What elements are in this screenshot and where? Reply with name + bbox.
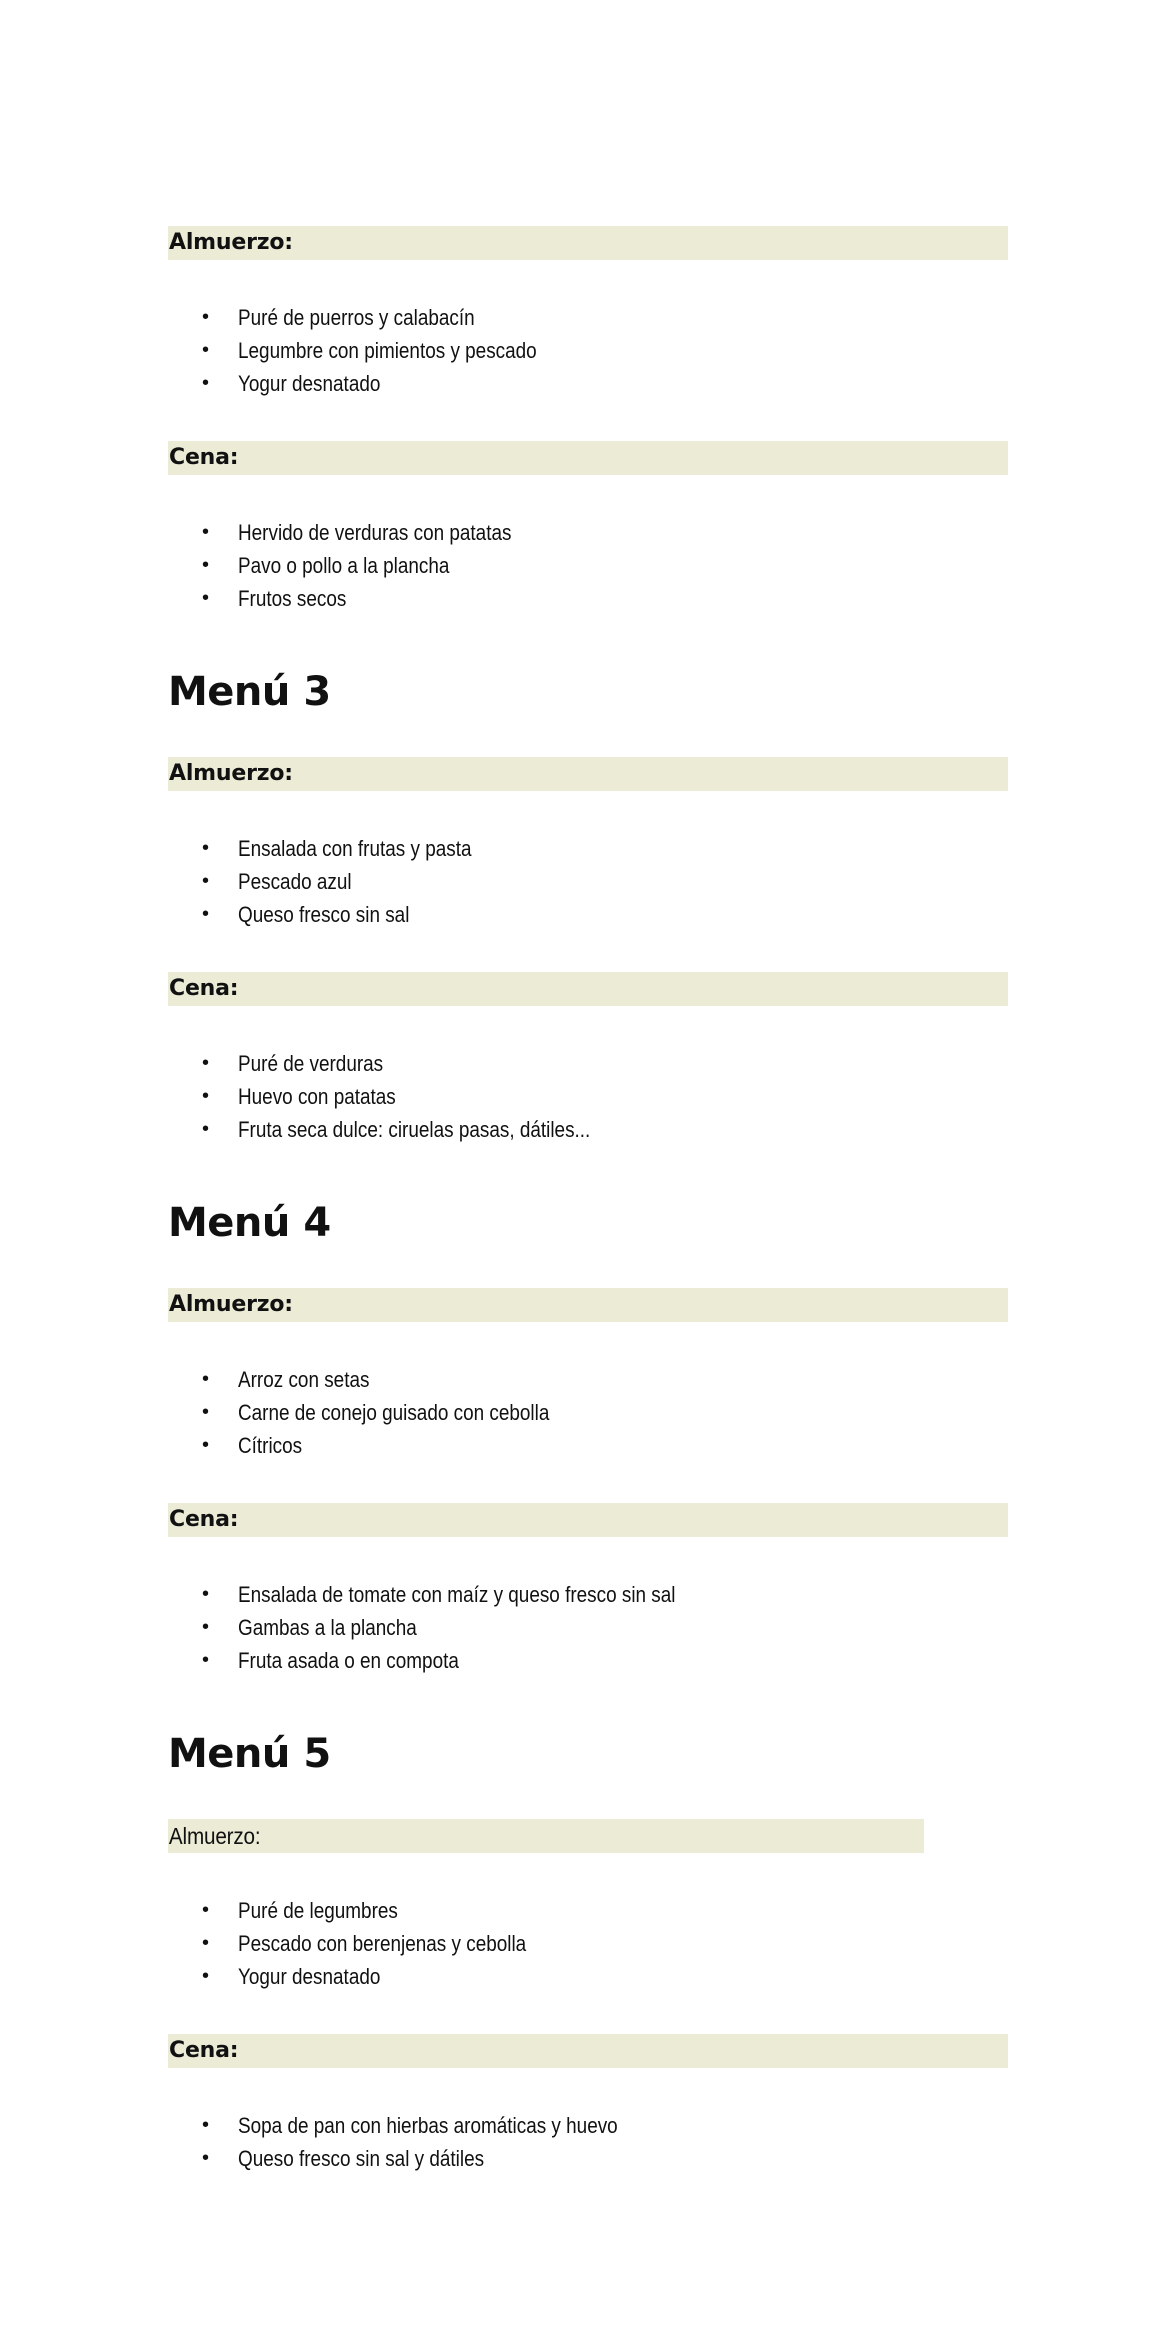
bullet: • [202, 2114, 210, 2136]
bullet: • [202, 1965, 210, 1987]
bullet: • [202, 1085, 210, 1107]
list-item: • Gambas a la plancha [168, 1611, 1008, 1644]
list-item: • Fruta seca dulce: ciruelas pasas, dátiles... [168, 1113, 1008, 1146]
bullet: • [202, 306, 210, 328]
meal-list [168, 260, 1008, 441]
meal-heading-almuerzo: Almuerzo: [168, 757, 1008, 791]
list-item: • Hervido de verduras con patatas [168, 516, 1008, 549]
bullet: • [202, 1118, 210, 1140]
meal-heading-cena: Cena: [168, 972, 1008, 1006]
meal-heading-almuerzo: Almuerzo: [168, 1288, 1008, 1322]
bullet: • [202, 1052, 210, 1074]
list-item: • Puré de puerros y calabacín [168, 301, 1008, 334]
menu-title-3: Menú 3 [168, 669, 331, 715]
bullet: • [202, 521, 210, 543]
bullet: • [202, 870, 210, 892]
list-item: • Queso fresco sin sal [168, 898, 1008, 931]
list-item: • Cítricos [168, 1429, 1008, 1462]
meal-list [168, 1006, 1008, 1187]
meal-list [168, 475, 1008, 656]
meal-heading-cena: Cena: [168, 1503, 1008, 1537]
list-item: • Pavo o pollo a la plancha [168, 549, 1008, 582]
meal-heading-almuerzo: Almuerzo: [168, 1819, 924, 1853]
list-item: • Puré de verduras [168, 1047, 1008, 1080]
menu-title-4: Menú 4 [168, 1200, 331, 1246]
list-item: • Pescado con berenjenas y cebolla [168, 1927, 1008, 1960]
list-item: • Ensalada de tomate con maíz y queso fresco sin sal [168, 1578, 1008, 1611]
meal-list [168, 2068, 1008, 2175]
bullet: • [202, 903, 210, 925]
list-item: • Frutos secos [168, 582, 1008, 615]
bullet: • [202, 1368, 210, 1390]
meal-list [168, 1537, 1008, 1718]
meal-heading-cena: Cena: [168, 441, 1008, 475]
bullet: • [202, 2147, 210, 2169]
bullet: • [202, 1649, 210, 1671]
bullet: • [202, 1616, 210, 1638]
bullet: • [202, 1583, 210, 1605]
bullet: • [202, 1401, 210, 1423]
list-item: • Ensalada con frutas y pasta [168, 832, 1008, 865]
list-item: • Queso fresco sin sal y dátiles [168, 2142, 1008, 2175]
menu-title-5: Menú 5 [168, 1731, 331, 1777]
bullet: • [202, 1932, 210, 1954]
list-item: • Huevo con patatas [168, 1080, 1008, 1113]
list-item: • Carne de conejo guisado con cebolla [168, 1396, 1008, 1429]
list-item: • Arroz con setas [168, 1363, 1008, 1396]
list-item: • Sopa de pan con hierbas aromáticas y huevo [168, 2109, 1008, 2142]
bullet: • [202, 1434, 210, 1456]
list-item: • Yogur desnatado [168, 1960, 1008, 1993]
meal-list [168, 1322, 1008, 1503]
bullet: • [202, 587, 210, 609]
bullet: • [202, 554, 210, 576]
list-item: • Puré de legumbres [168, 1894, 1008, 1927]
meal-list [168, 1853, 1008, 2034]
meal-heading-cena: Cena: [168, 2034, 1008, 2068]
bullet: • [202, 1899, 210, 1921]
meal-heading-almuerzo: Almuerzo: [168, 226, 1008, 260]
document [168, 226, 1008, 2175]
list-item: • Legumbre con pimientos y pescado [168, 334, 1008, 367]
bullet: • [202, 339, 210, 361]
bullet: • [202, 837, 210, 859]
bullet: • [202, 372, 210, 394]
meal-list [168, 791, 1008, 972]
list-item: • Pescado azul [168, 865, 1008, 898]
list-item: • Fruta asada o en compota [168, 1644, 1008, 1677]
list-item: • Yogur desnatado [168, 367, 1008, 400]
